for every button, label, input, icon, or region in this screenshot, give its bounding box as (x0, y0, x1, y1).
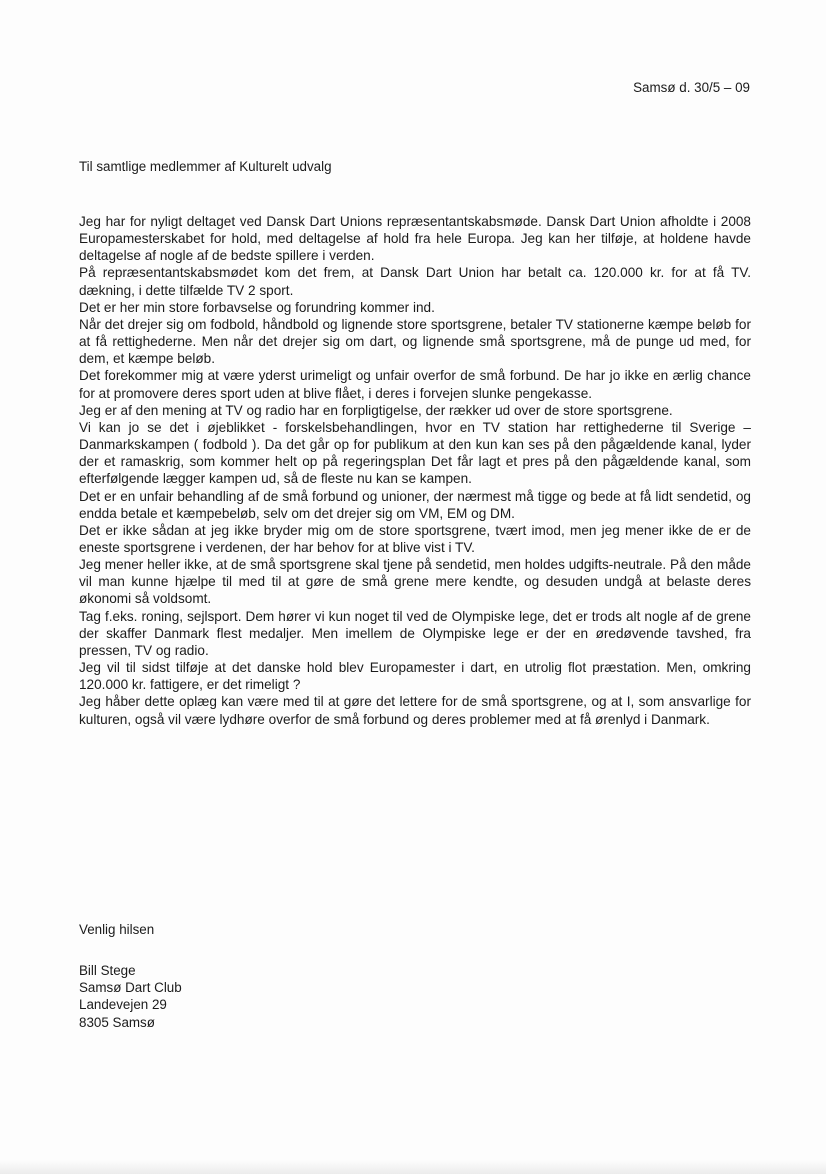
paragraph: Det er her min store forbavselse og forundring kommer ind. (79, 299, 435, 315)
letter-closing: Venlig hilsen (79, 922, 155, 937)
signature-club: Samsø Dart Club (79, 980, 182, 996)
signature-street: Landevejen 29 (79, 997, 167, 1013)
paragraph: Det er ikke sådan at jeg ikke bryder mig om de store sportsgrene, tvært imod, men jeg mener ikke de er de eneste sportsgrene i verdenen, der har behov for at blive vist i TV. (79, 522, 751, 555)
paragraph: Jeg mener heller ikke, at de små sportsgrene skal tjene på sendetid, men holdes udgifts-neutrale. På den måde vil man kunne hjælpe til med til at gøre de små grene mere kendte, og desuden undgå at belaste deres økonomi så voldsomt. (79, 557, 751, 607)
letter-salutation: Til samtlige medlemmer af Kulturelt udvalg (79, 159, 332, 174)
signature-block (79, 962, 182, 1031)
paragraph: Tag f.eks. roning, sejlsport. Dem hører vi kun noget til ved de Olympiske lege, det er trods alt nogle af de grene der skaffer Danmark flest medaljer. Men imellem de Olympiske lege er der en øredøvende tavshed, fra pressen, TV og radio. (79, 608, 751, 658)
paragraph: Jeg håber dette oplæg kan være med til at gøre det lettere for de små sportsgrene, og at I, som ansvarlige for kulturen, også vil være lydhøre overfor de små forbund og deres problemer med at få ørenlyd i Danmark. (79, 694, 751, 727)
paragraph: Jeg vil til sidst tilføje at det danske hold blev Europamester i dart, en utrolig flot præstation. Men, omkring 120.000 kr. fattigere, er det rimeligt ? (79, 660, 751, 693)
paragraph: Jeg har for nyligt deltaget ved Dansk Dart Unions repræsentantskabsmøde. Dansk Dart Union afholdte i 2008 Europamesterskabet for hold, med deltagelse af hold fra hele Europa. Jeg kan her tilføje, at holdene havde deltagelse af nogle af de bedste spillere i verden. (79, 214, 751, 264)
paragraph: Jeg er af den mening at TV og radio har en forpligtigelse, der rækker ud over de store sportsgrene. (79, 402, 673, 418)
signature-name: Bill Stege (79, 963, 136, 978)
letter-date: Samsø d. 30/5 – 09 (633, 80, 750, 95)
signature-city: 8305 Samsø (79, 1014, 155, 1030)
paragraph: Vi kan jo se det i øjeblikket - forskelsbehandlingen, hvor en TV station har rettighederne til Sverige – Danmarkskampen ( fodbold ). Da det går op for publikum at den kun kan ses på den pågældende kanal, lyder der et ramaskrig, som kommer helt op på regeringsplan Det får lagt et pres på den pågældende kanal, som efterfølgende lægger kampen ud, så de fleste nu kan se kampen. (79, 419, 751, 487)
paragraph: På repræsentantskabsmødet kom det frem, at Dansk Dart Union har betalt ca. 120.000 kr. for at få TV. dækning, i dette tilfælde TV 2 sport. (79, 265, 751, 298)
paragraph: Når det drejer sig om fodbold, håndbold og lignende store sportsgrene, betaler TV stationerne kæmpe beløb for at få rettighederne. Men når det drejer sig om dart, og lignende små sportsgrene, må de punge ud med, for dem, et kæmpe beløb. (79, 316, 751, 367)
paragraph: Det er en unfair behandling af de små forbund og unioner, der nærmest må tigge og bede at få lidt sendetid, og endda betale et kæmpebeløb, selv om det drejer sig om VM, EM og DM. (79, 488, 751, 521)
letter-body (79, 213, 751, 728)
scan-edge (0, 1160, 826, 1174)
paragraph: Det forekommer mig at være yderst urimeligt og unfair overfor de små forbund. De har jo ikke en ærlig chance for at promovere deres sport uden at blive flået, i deres i forvejen slunke pengekasse. (79, 368, 751, 401)
